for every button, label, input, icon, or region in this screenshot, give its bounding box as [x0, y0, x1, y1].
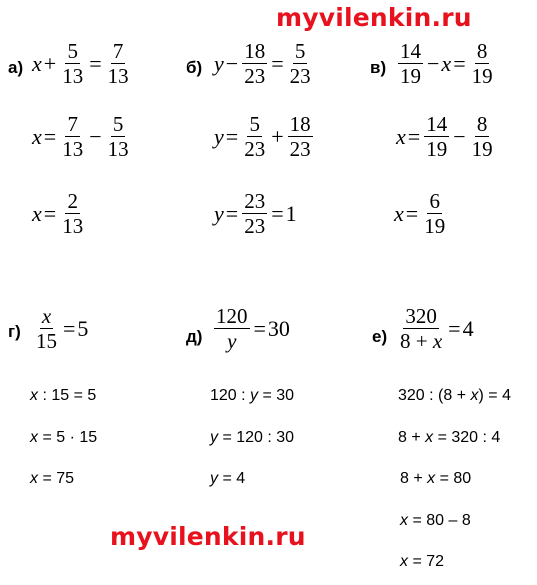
- operator: =: [271, 50, 284, 76]
- var-x: x: [32, 200, 42, 226]
- line-g-2: x = 5 · 15: [30, 429, 98, 446]
- fraction: $\frac{18}{23}$: [289, 112, 311, 162]
- fraction: $\frac{23}{23}$: [244, 189, 266, 239]
- result: 30: [267, 315, 290, 341]
- watermark-bottom[interactable]: myvilenkin.ru: [110, 522, 306, 551]
- label-a: а): [8, 58, 24, 77]
- operator: −: [427, 50, 440, 76]
- var-y: y: [214, 50, 224, 76]
- var-x: x: [396, 123, 406, 149]
- operator: =: [43, 200, 57, 226]
- var-x: x: [441, 50, 452, 76]
- operator: −: [89, 123, 102, 149]
- fraction: $\frac{320}{8 + x}$: [400, 304, 443, 354]
- var-x: x: [32, 123, 42, 149]
- fraction: $\frac{7}{13}$: [62, 112, 84, 162]
- eq-g-1: [32, 305, 88, 352]
- line-g-1: x : 15 = 5: [30, 387, 97, 404]
- watermark-top[interactable]: myvilenkin.ru: [276, 3, 472, 32]
- line-e-4: x = 80 – 8: [400, 512, 471, 529]
- label-b: б): [186, 58, 203, 77]
- operator: −: [453, 123, 466, 149]
- fraction: $\frac{120}{y}$: [216, 304, 248, 354]
- operator: +: [43, 50, 57, 76]
- line-g-3: x = 75: [30, 470, 75, 487]
- var-y: y: [214, 123, 224, 149]
- var-x: x: [394, 200, 404, 226]
- operator: =: [271, 200, 284, 226]
- eq-v-3: [394, 190, 449, 237]
- operator: =: [407, 123, 421, 149]
- line-e-2: 8 + x = 320 : 4: [398, 429, 501, 446]
- line-d-3: y = 4: [210, 470, 246, 487]
- operator: −: [225, 50, 239, 76]
- eq-b-2: [214, 113, 315, 160]
- operator: =: [43, 123, 57, 149]
- operator: =: [453, 50, 466, 76]
- fraction: $\frac{2}{13}$: [62, 189, 84, 239]
- eq-e-1: [396, 305, 474, 352]
- fraction: $\frac{14}{19}$: [426, 112, 448, 162]
- fraction: $\frac{6}{19}$: [424, 189, 446, 239]
- fraction: $\frac{14}{19}$: [400, 39, 421, 89]
- result: 4: [462, 315, 474, 341]
- eq-b-1: [214, 40, 315, 87]
- line-d-1: 120 : y = 30: [210, 387, 295, 404]
- operator: =: [253, 315, 266, 341]
- fraction: $\frac{8}{19}$: [471, 112, 493, 162]
- label-g: г): [8, 322, 21, 341]
- label-d: д): [186, 327, 203, 346]
- line-d-2: y = 120 : 30: [210, 429, 295, 446]
- eq-v-2: [396, 113, 497, 160]
- fraction: $\frac{x}{15}$: [36, 304, 57, 354]
- eq-b-3: [214, 190, 297, 237]
- fraction: $\frac{8}{19}$: [471, 39, 493, 89]
- line-e-5: x = 72: [400, 553, 445, 570]
- operator: =: [63, 315, 76, 341]
- fraction: $\frac{5}{13}$: [107, 112, 129, 162]
- operator: =: [89, 50, 102, 76]
- label-e: е): [372, 327, 388, 346]
- fraction: $\frac{5}{13}$: [62, 39, 84, 89]
- operator: =: [225, 123, 239, 149]
- eq-a-1: [32, 40, 133, 87]
- var-y: y: [214, 200, 224, 226]
- eq-a-3: [32, 190, 87, 237]
- operator: +: [271, 123, 284, 149]
- result: 1: [285, 200, 297, 226]
- operator: =: [405, 200, 419, 226]
- line-e-1: 320 : (8 + x) = 4: [398, 387, 511, 404]
- fraction: $\frac{5}{23}$: [244, 112, 266, 162]
- label-v: в): [370, 58, 387, 77]
- eq-d-1: [212, 305, 290, 352]
- line-e-3: 8 + x = 80: [400, 470, 472, 487]
- var-x: x: [32, 50, 42, 76]
- result: 5: [77, 315, 89, 341]
- eq-v-1: [396, 40, 497, 87]
- fraction: $\frac{18}{23}$: [244, 39, 266, 89]
- operator: =: [225, 200, 239, 226]
- fraction: $\frac{7}{13}$: [107, 39, 129, 89]
- operator: =: [448, 315, 461, 341]
- eq-a-2: [32, 113, 133, 160]
- fraction: $\frac{5}{23}$: [289, 39, 311, 89]
